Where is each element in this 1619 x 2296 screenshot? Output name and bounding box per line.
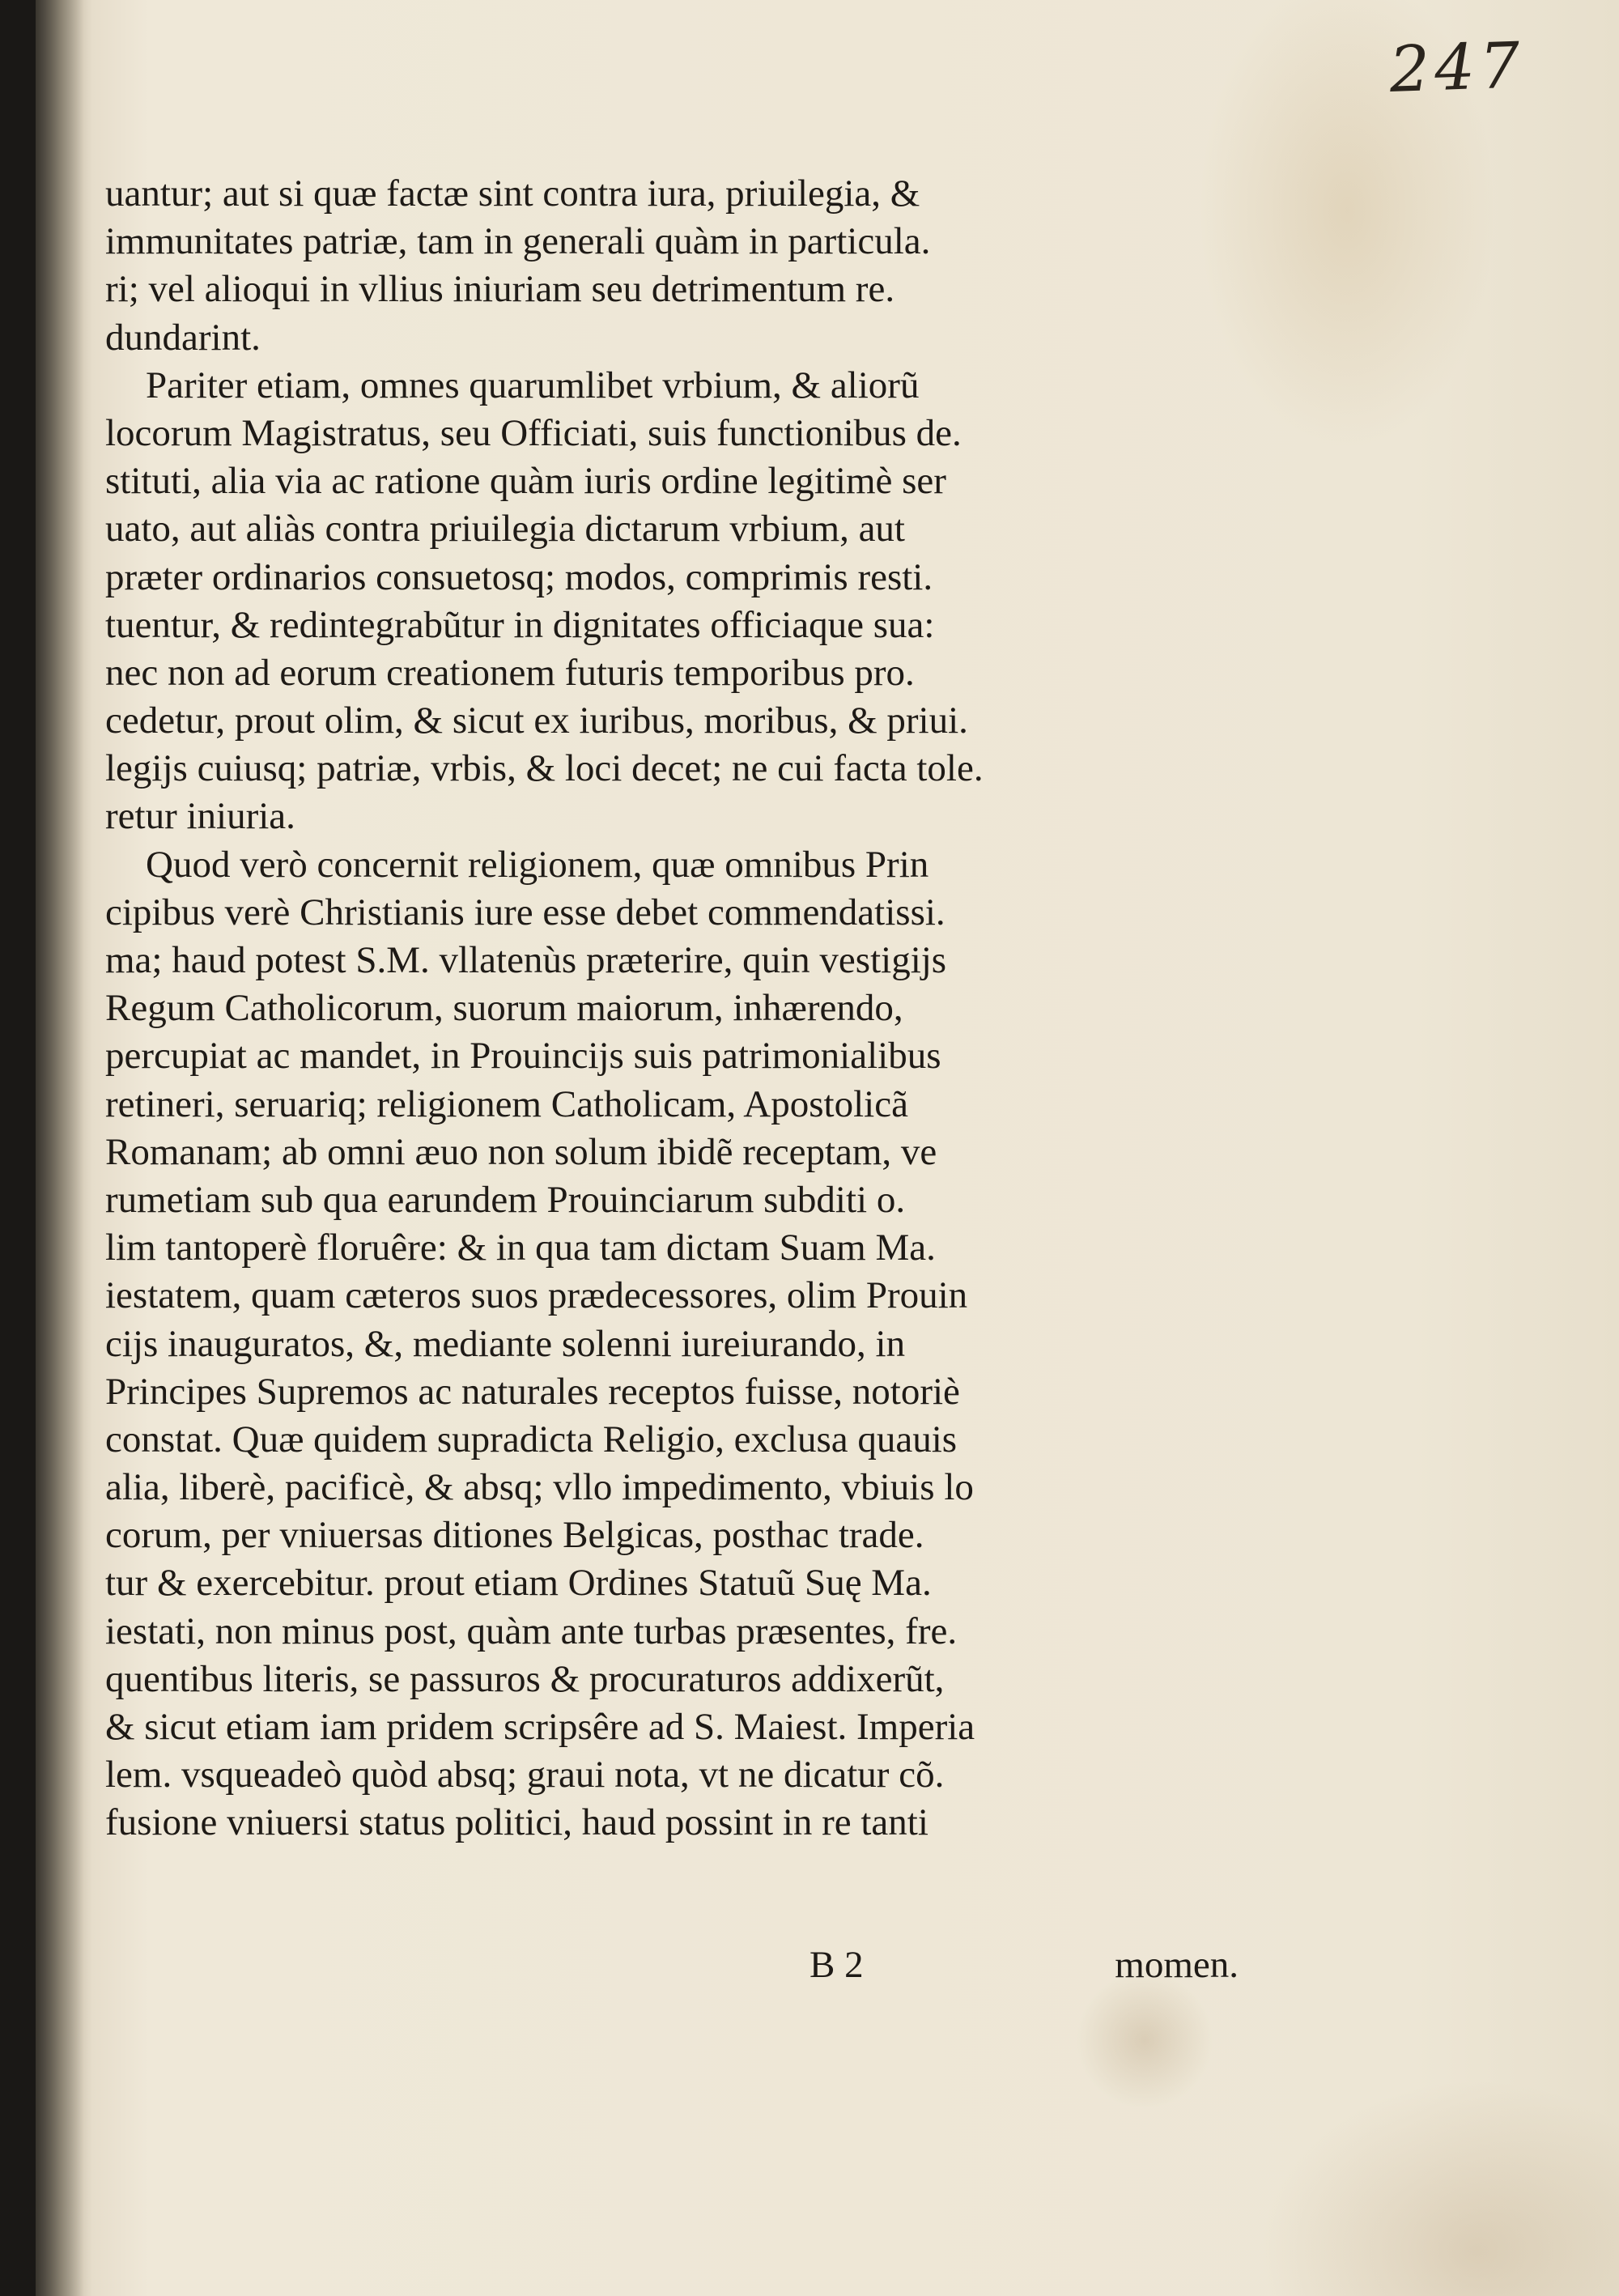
text-line: stituti, alia via ac ratione quàm iuris ordine legitimè ser [105, 460, 946, 503]
book-page [36, 0, 1619, 2296]
text-line: quentibus literis, se passuros & procuraturos addixerũt, [105, 1657, 945, 1700]
text-line: alia, liberè, pacificè, & absq; vllo impedimento, vbiuis lo [105, 1466, 974, 1509]
catchword: momen. [1115, 1944, 1239, 1986]
text-line: lim tantoperè floruêre: & in qua tam dictam Suam Ma. [105, 1227, 936, 1269]
text-line: ri; vel alioqui in vllius iniuriam seu detrimentum re. [105, 268, 895, 311]
text-line: cedetur, prout olim, & sicut ex iuribus, moribus, & priui. [105, 699, 968, 742]
page-footer [105, 1943, 1239, 2000]
text-line: nec non ad eorum creationem futuris temporibus pro. [105, 651, 915, 694]
folio-number: 247 [1388, 29, 1526, 107]
text-line: constat. Quæ quidem supradicta Religio, exclusa quauis [105, 1418, 958, 1461]
text-line: Regum Catholicorum, suorum maiorum, inhærendo, [105, 987, 903, 1030]
paragraph-start-line: Pariter etiam, omnes quarumlibet vrbium, & aliorũ [146, 364, 920, 406]
gutter-shadow [36, 0, 84, 2296]
text-line: corum, per vniuersas ditiones Belgicas, posthac trade. [105, 1514, 924, 1557]
text-block [105, 170, 1239, 1847]
text-line: uato, aut aliàs contra priuilegia dictarum vrbium, aut [105, 508, 905, 551]
text-line: percupiat ac mandet, in Prouincijs suis patrimonialibus [105, 1035, 941, 1078]
text-line: præter ordinarios consuetosq; modos, comprimis resti. [105, 555, 933, 598]
text-line: cijs inauguratos, &, mediante solenni iureiurando, in [105, 1322, 906, 1365]
paragraph-start-line: Quod verò concernit religionem, quæ omnibus Prin [146, 843, 929, 886]
text-line: Romanam; ab omni æuo non solum ibidẽ receptam, ve [105, 1130, 937, 1173]
text-line: lem. vsqueadeò quòd absq; graui nota, vt ne dicatur cõ. [105, 1754, 945, 1796]
text-line: uantur; aut si quæ factæ sint contra iura, priuilegia, & [105, 172, 920, 215]
text-line: locorum Magistratus, seu Officiati, suis functionibus de. [105, 411, 962, 454]
text-line: fusione vniuersi status politici, haud possint in re tanti [105, 1801, 928, 1844]
text-line: cipibus verè Christianis iure esse debet commendatissi. [105, 891, 945, 933]
text-line: ma; haud potest S.M. vllatenùs præterire, quin vestigijs [105, 939, 947, 981]
text-line: dundarint. [105, 316, 261, 359]
text-line: & sicut etiam iam pridem scripsêre ad S. Maiest. Imperia [105, 1706, 975, 1748]
text-line: retineri, seruariq; religionem Catholicam, Apostolicã [105, 1082, 908, 1125]
text-line: iestatem, quam cæteros suos prædecessores, olim Prouin [105, 1274, 968, 1317]
text-line: tuentur, & redintegrabũtur in dignitates officiaque sua: [105, 603, 935, 646]
text-line: legijs cuiusq; patriæ, vrbis, & loci decet; ne cui facta tole. [105, 747, 984, 790]
text-line: tur & exercebitur. prout etiam Ordines Statuũ Suę Ma. [105, 1562, 932, 1605]
text-line: iestati, non minus post, quàm ante turbas præsentes, fre. [105, 1609, 958, 1652]
text-line: Principes Supremos ac naturales receptos fuisse, notoriè [105, 1370, 960, 1413]
text-line: retur iniuria. [105, 795, 295, 838]
text-line: rumetiam sub qua earundem Prouinciarum subditi o. [105, 1178, 906, 1221]
signature-mark: B 2 [810, 1944, 864, 1986]
text-line: immunitates patriæ, tam in generali quàm in particula. [105, 220, 931, 263]
